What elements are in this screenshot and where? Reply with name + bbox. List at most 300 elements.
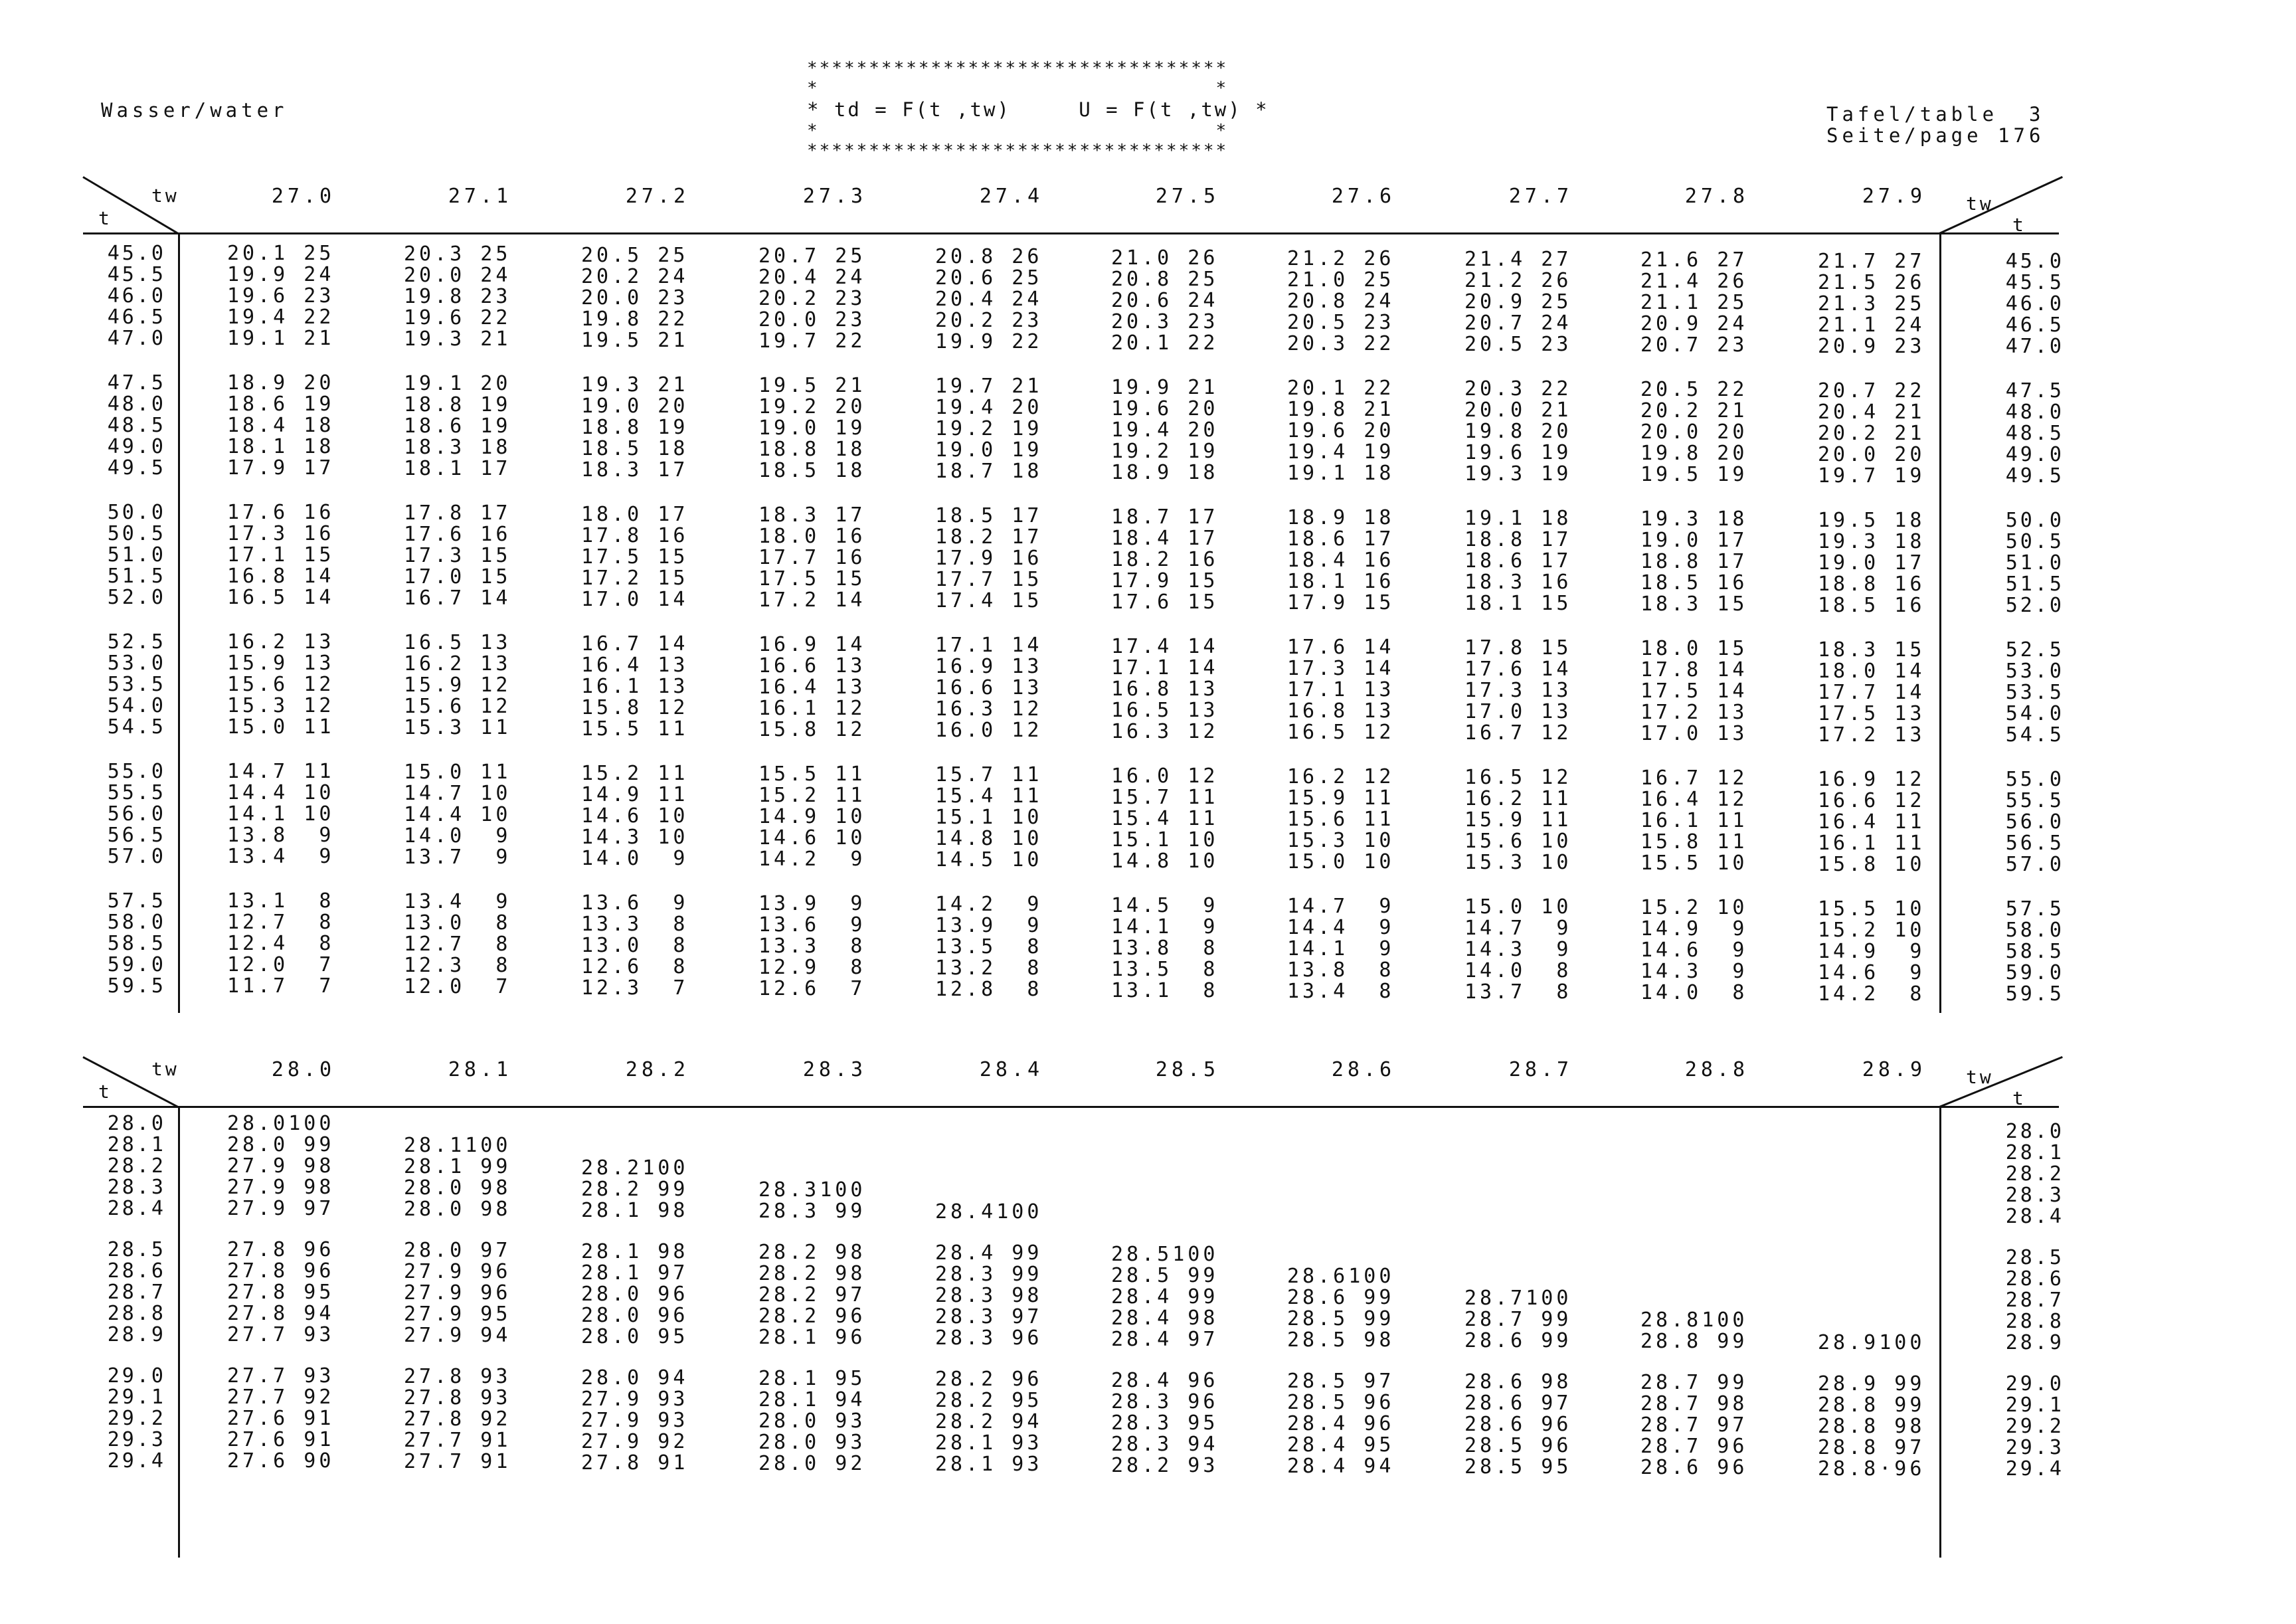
table-cell: 27.6 91 bbox=[227, 1407, 335, 1430]
row-label-t-right: 48.0 bbox=[2005, 401, 2064, 424]
table-cell: 14.6 9 bbox=[1640, 939, 1748, 962]
table-cell: 16.1 12 bbox=[758, 697, 866, 720]
table-cell: 16.6 13 bbox=[758, 654, 866, 677]
table-cell: 28.2 96 bbox=[758, 1305, 866, 1328]
formula-text: * td = F(t ,tw) U = F(t ,tw) * bbox=[807, 98, 1269, 121]
table-cell: 19.6 20 bbox=[1111, 397, 1219, 420]
table-cell: 18.6 19 bbox=[227, 393, 335, 416]
row-label-t: 28.2 bbox=[107, 1154, 166, 1178]
table-cell: 28.0 96 bbox=[581, 1304, 689, 1327]
table-cell: 28.5 97 bbox=[1287, 1370, 1395, 1393]
table-cell: 18.3 16 bbox=[1464, 571, 1572, 594]
table-cell: 20.2 23 bbox=[935, 309, 1043, 332]
table-cell: 28.0 98 bbox=[404, 1176, 511, 1200]
row-label-t-right: 29.0 bbox=[2005, 1372, 2064, 1396]
table-cell: 28.3 96 bbox=[1111, 1390, 1219, 1413]
row-label-t: 51.0 bbox=[107, 543, 166, 567]
table-cell: 17.7 15 bbox=[935, 568, 1043, 591]
table-cell: 17.9 16 bbox=[935, 547, 1043, 570]
table-cell: 28.5 96 bbox=[1464, 1434, 1572, 1457]
table-cell: 19.6 23 bbox=[227, 284, 335, 308]
table-cell: 14.4 10 bbox=[404, 803, 511, 826]
table-cell: 20.0 23 bbox=[581, 286, 689, 310]
table-cell: 17.2 14 bbox=[758, 588, 866, 612]
table-cell: 18.6 17 bbox=[1464, 549, 1572, 573]
table-cell: 14.2 9 bbox=[935, 893, 1043, 916]
table-cell: 12.0 7 bbox=[227, 953, 335, 976]
table-cell: 20.5 25 bbox=[581, 244, 689, 267]
table-cell: 28.5 96 bbox=[1287, 1391, 1395, 1414]
table-cell: 20.1 25 bbox=[227, 242, 335, 265]
table-cell: 27.7 91 bbox=[404, 1429, 511, 1452]
table-cell: 28.3 96 bbox=[935, 1326, 1043, 1350]
table-cell: 16.7 12 bbox=[1464, 721, 1572, 745]
table-cell: 27.9 95 bbox=[404, 1303, 511, 1326]
table-cell: 28.4 99 bbox=[1111, 1285, 1219, 1308]
table-cell: 28.2 94 bbox=[935, 1410, 1043, 1433]
table-cell: 18.2 17 bbox=[935, 525, 1043, 549]
table-cell: 19.3 18 bbox=[1818, 530, 1925, 553]
table-cell: 18.6 17 bbox=[1287, 527, 1395, 551]
corner-label-t-right: t bbox=[2012, 214, 2026, 236]
table-cell: 13.5 8 bbox=[1111, 958, 1219, 981]
table-cell: 19.0 20 bbox=[581, 395, 689, 418]
table-cell: 27.8 96 bbox=[227, 1238, 335, 1261]
table-cell: 19.8 22 bbox=[581, 308, 689, 331]
row-label-t: 50.5 bbox=[107, 522, 166, 545]
table-cell: 13.0 8 bbox=[404, 911, 511, 935]
table-cell: 16.6 13 bbox=[935, 676, 1043, 699]
table-cell: 16.2 13 bbox=[404, 652, 511, 676]
row-label-t: 54.0 bbox=[107, 694, 166, 717]
row-label-t: 29.3 bbox=[107, 1428, 166, 1451]
table-cell: 14.6 10 bbox=[758, 826, 866, 850]
column-header-tw: 28.7 bbox=[1508, 1058, 1573, 1081]
table-cell: 28.2 98 bbox=[758, 1262, 866, 1285]
row-label-t-right: 56.5 bbox=[2005, 832, 2064, 855]
table-cell: 13.0 8 bbox=[581, 934, 689, 957]
table-cell: 27.8 93 bbox=[404, 1365, 511, 1388]
table-cell: 13.1 8 bbox=[1111, 979, 1219, 1002]
row-label-t: 55.0 bbox=[107, 760, 166, 783]
table-cell: 13.4 9 bbox=[404, 890, 511, 913]
corner-label-t: t bbox=[98, 1081, 112, 1103]
table-cell: 27.8 91 bbox=[581, 1451, 689, 1475]
table-cell: 16.1 11 bbox=[1640, 809, 1748, 832]
table-cell: 28.0 95 bbox=[581, 1325, 689, 1348]
table-cell: 13.6 9 bbox=[758, 913, 866, 937]
column-header-tw: 28.0 bbox=[271, 1058, 336, 1081]
table-cell: 28.6 96 bbox=[1640, 1456, 1748, 1479]
table-cell: 19.5 19 bbox=[1640, 463, 1748, 486]
table-cell: 20.0 21 bbox=[1464, 399, 1572, 422]
left-column-rule bbox=[178, 232, 180, 1013]
table-cell: 20.8 24 bbox=[1287, 290, 1395, 313]
table-cell: 20.4 21 bbox=[1818, 401, 1925, 424]
table-cell: 20.7 24 bbox=[1464, 312, 1572, 335]
table-cell: 20.4 24 bbox=[935, 288, 1043, 311]
column-header-tw: 28.1 bbox=[448, 1058, 513, 1081]
table-cell: 14.9 9 bbox=[1640, 917, 1748, 941]
corner-label-tw-right: tw bbox=[1966, 1066, 1994, 1088]
row-label-t-right: 55.0 bbox=[2005, 768, 2064, 791]
table-cell: 28.0 97 bbox=[404, 1239, 511, 1262]
header-rule bbox=[83, 232, 2059, 234]
table-cell: 28.2 97 bbox=[758, 1283, 866, 1307]
table-cell: 16.3 12 bbox=[1111, 720, 1219, 743]
row-label-t: 53.0 bbox=[107, 652, 166, 675]
table-cell: 15.0 10 bbox=[1464, 895, 1572, 919]
table-cell: 16.0 12 bbox=[935, 719, 1043, 742]
table-cell: 28.1 93 bbox=[935, 1453, 1043, 1476]
table-cell: 12.7 8 bbox=[227, 911, 335, 934]
table-cell: 16.8 13 bbox=[1111, 677, 1219, 701]
column-header-tw: 27.8 bbox=[1684, 185, 1749, 208]
table-cell: 20.3 25 bbox=[404, 242, 511, 266]
table-cell: 19.1 20 bbox=[404, 372, 511, 395]
table-cell: 13.1 8 bbox=[227, 889, 335, 913]
table-cell: 18.5 18 bbox=[581, 437, 689, 460]
row-label-t: 53.5 bbox=[107, 673, 166, 696]
row-label-t: 47.5 bbox=[107, 371, 166, 395]
table-cell: 28.3100 bbox=[758, 1178, 866, 1202]
table-cell: 28.1100 bbox=[404, 1134, 511, 1157]
table-cell: 28.0 93 bbox=[758, 1409, 866, 1433]
table-cell: 17.3 13 bbox=[1464, 679, 1572, 702]
table-cell: 18.1 17 bbox=[404, 457, 511, 480]
table-cell: 28.6 97 bbox=[1464, 1392, 1572, 1415]
table-cell: 28.6 98 bbox=[1464, 1370, 1572, 1394]
table-cell: 28.5100 bbox=[1111, 1243, 1219, 1266]
table-cell: 27.8 95 bbox=[227, 1281, 335, 1304]
row-label-t: 55.5 bbox=[107, 781, 166, 804]
table-cell: 18.3 15 bbox=[1818, 638, 1925, 662]
table-cell: 16.4 13 bbox=[758, 676, 866, 699]
table-cell: 16.0 12 bbox=[1111, 765, 1219, 788]
table-cell: 28.1 98 bbox=[581, 1240, 689, 1263]
table-cell: 19.3 21 bbox=[581, 373, 689, 397]
table-cell: 19.8 23 bbox=[404, 285, 511, 308]
table-cell: 14.7 9 bbox=[1464, 917, 1572, 940]
table-cell: 19.0 19 bbox=[758, 416, 866, 440]
table-cell: 28.0 93 bbox=[758, 1431, 866, 1454]
table-cell: 19.2 19 bbox=[1111, 440, 1219, 463]
table-cell: 16.4 13 bbox=[581, 654, 689, 677]
table-cell: 21.3 25 bbox=[1818, 292, 1925, 316]
row-label-t-right: 48.5 bbox=[2005, 422, 2064, 445]
table-cell: 28.2 93 bbox=[1111, 1454, 1219, 1477]
column-header-tw: 28.8 bbox=[1684, 1058, 1749, 1081]
row-label-t: 49.5 bbox=[107, 456, 166, 480]
table-cell: 15.2 11 bbox=[758, 784, 866, 807]
table-cell: 18.3 17 bbox=[758, 503, 866, 527]
table-cell: 20.9 23 bbox=[1818, 335, 1925, 358]
table-cell: 20.8 25 bbox=[1111, 268, 1219, 291]
table-cell: 21.0 26 bbox=[1111, 246, 1219, 270]
table-cell: 28.2 96 bbox=[935, 1368, 1043, 1391]
column-header-tw: 27.9 bbox=[1862, 185, 1927, 208]
table-cell: 19.4 22 bbox=[227, 306, 335, 329]
corner-label-t-right: t bbox=[2012, 1087, 2026, 1109]
table-cell: 15.9 11 bbox=[1464, 808, 1572, 832]
table-cell: 20.1 22 bbox=[1287, 377, 1395, 400]
table-cell: 17.9 15 bbox=[1287, 591, 1395, 614]
table-cell: 17.0 15 bbox=[404, 565, 511, 588]
table-cell: 17.9 17 bbox=[227, 456, 335, 480]
table-cell: 19.2 20 bbox=[758, 395, 866, 418]
table-cell: 19.0 17 bbox=[1640, 529, 1748, 552]
table-cell: 18.6 19 bbox=[404, 414, 511, 438]
table-cell: 18.5 16 bbox=[1640, 571, 1748, 594]
table-cell: 15.2 10 bbox=[1640, 896, 1748, 919]
table-cell: 21.0 25 bbox=[1287, 268, 1395, 292]
table-cell: 28.6 99 bbox=[1464, 1329, 1572, 1352]
row-label-t: 28.9 bbox=[107, 1323, 166, 1346]
table-number: Tafel/table 3 bbox=[1826, 103, 2045, 126]
table-cell: 14.8 10 bbox=[1111, 850, 1219, 873]
table-cell: 28.2 99 bbox=[581, 1178, 689, 1201]
row-label-t-right: 55.5 bbox=[2005, 789, 2064, 812]
table-cell: 15.2 10 bbox=[1818, 919, 1925, 942]
table-cell: 28.8 99 bbox=[1640, 1330, 1748, 1353]
table-cell: 18.4 18 bbox=[227, 414, 335, 437]
row-label-t: 52.5 bbox=[107, 630, 166, 654]
table-cell: 21.4 26 bbox=[1640, 270, 1748, 293]
table-cell: 16.6 12 bbox=[1818, 789, 1925, 812]
table-cell: 28.3 99 bbox=[935, 1263, 1043, 1286]
table-cell: 17.3 16 bbox=[227, 522, 335, 545]
table-cell: 17.6 14 bbox=[1287, 636, 1395, 659]
column-header-tw: 28.2 bbox=[625, 1058, 690, 1081]
table-cell: 28.3 97 bbox=[935, 1305, 1043, 1328]
row-label-t-right: 49.0 bbox=[2005, 443, 2064, 466]
row-label-t-right: 57.5 bbox=[2005, 897, 2064, 921]
column-header-tw: 27.6 bbox=[1331, 185, 1396, 208]
table-cell: 13.2 8 bbox=[935, 956, 1043, 980]
table-cell: 12.9 8 bbox=[758, 956, 866, 979]
table-cell: 16.2 13 bbox=[227, 630, 335, 654]
row-label-t: 28.5 bbox=[107, 1238, 166, 1261]
table-cell: 19.5 21 bbox=[581, 329, 689, 352]
table-cell: 17.5 15 bbox=[758, 567, 866, 590]
table-cell: 19.6 22 bbox=[404, 306, 511, 329]
table-cell: 19.8 21 bbox=[1287, 398, 1395, 421]
table-cell: 19.3 21 bbox=[404, 327, 511, 351]
table-cell: 18.3 15 bbox=[1640, 592, 1748, 616]
table-cell: 15.8 11 bbox=[1640, 830, 1748, 854]
table-cell: 28.4 95 bbox=[1287, 1433, 1395, 1457]
table-cell: 19.4 19 bbox=[1287, 440, 1395, 464]
table-cell: 15.6 11 bbox=[1287, 808, 1395, 831]
corner-label-t: t bbox=[98, 207, 112, 229]
row-label-t: 29.1 bbox=[107, 1386, 166, 1409]
table-cell: 19.4 20 bbox=[1111, 418, 1219, 442]
table-cell: 18.5 17 bbox=[935, 504, 1043, 527]
table-cell: 27.9 96 bbox=[404, 1260, 511, 1283]
table-cell: 28.8100 bbox=[1640, 1308, 1748, 1332]
row-label-t-right: 50.5 bbox=[2005, 530, 2064, 553]
table-cell: 13.8 9 bbox=[227, 824, 335, 847]
table-cell: 18.8 17 bbox=[1640, 550, 1748, 573]
table-cell: 13.8 8 bbox=[1287, 958, 1395, 982]
table-cell: 27.9 98 bbox=[227, 1176, 335, 1199]
table-cell: 17.6 14 bbox=[1464, 658, 1572, 681]
table-cell: 28.3 98 bbox=[935, 1284, 1043, 1307]
table-cell: 20.0 23 bbox=[758, 308, 866, 331]
table-cell: 20.3 23 bbox=[1111, 310, 1219, 333]
table-cell: 18.5 16 bbox=[1818, 594, 1925, 617]
table-cell: 13.7 9 bbox=[404, 846, 511, 869]
row-label-t-right: 29.3 bbox=[2005, 1436, 2064, 1459]
table-cell: 18.7 17 bbox=[1111, 505, 1219, 529]
row-label-t: 50.0 bbox=[107, 501, 166, 524]
table-cell: 27.7 92 bbox=[227, 1386, 335, 1409]
table-cell: 16.9 12 bbox=[1818, 768, 1925, 791]
row-label-t-right: 28.0 bbox=[2005, 1120, 2064, 1143]
table-cell: 28.7 98 bbox=[1640, 1392, 1748, 1415]
table-cell: 17.2 13 bbox=[1640, 701, 1748, 724]
table-cell: 21.2 26 bbox=[1464, 269, 1572, 292]
table-cell: 19.1 18 bbox=[1464, 507, 1572, 530]
row-label-t-right: 53.0 bbox=[2005, 660, 2064, 683]
table-cell: 20.8 26 bbox=[935, 245, 1043, 268]
table-cell: 14.9 10 bbox=[758, 805, 866, 828]
row-label-t: 28.4 bbox=[107, 1197, 166, 1220]
table-cell: 17.8 14 bbox=[1640, 658, 1748, 681]
column-header-tw: 27.4 bbox=[979, 185, 1044, 208]
column-header-tw: 27.0 bbox=[271, 185, 336, 208]
table-cell: 28.4 97 bbox=[1111, 1328, 1219, 1351]
table-cell: 27.8 92 bbox=[404, 1407, 511, 1431]
row-label-t: 47.0 bbox=[107, 327, 166, 350]
row-label-t-right: 28.3 bbox=[2005, 1184, 2064, 1207]
table-cell: 28.6 96 bbox=[1464, 1413, 1572, 1436]
row-label-t: 48.5 bbox=[107, 414, 166, 437]
row-label-t: 56.5 bbox=[107, 824, 166, 847]
table-cell: 12.4 8 bbox=[227, 932, 335, 955]
table-cell: 20.2 21 bbox=[1640, 399, 1748, 422]
column-header-tw: 27.7 bbox=[1508, 185, 1573, 208]
row-label-t: 28.0 bbox=[107, 1112, 166, 1135]
table-cell: 17.9 15 bbox=[1111, 569, 1219, 592]
table-cell: 17.6 16 bbox=[227, 501, 335, 524]
table-cell: 17.6 16 bbox=[404, 523, 511, 546]
table-cell: 14.9 9 bbox=[1818, 940, 1925, 963]
table-cell: 18.1 15 bbox=[1464, 592, 1572, 615]
table-cell: 17.7 14 bbox=[1818, 681, 1925, 704]
table-cell: 15.3 11 bbox=[404, 716, 511, 739]
table-cell: 19.4 20 bbox=[935, 396, 1043, 419]
table-cell: 14.2 8 bbox=[1818, 982, 1925, 1006]
table-cell: 19.6 20 bbox=[1287, 419, 1395, 442]
table-cell: 19.3 19 bbox=[1464, 462, 1572, 486]
table-cell: 14.0 9 bbox=[404, 824, 511, 848]
column-header-tw: 27.2 bbox=[625, 185, 690, 208]
table-cell: 15.6 12 bbox=[227, 673, 335, 696]
table-cell: 19.7 19 bbox=[1818, 464, 1925, 488]
table-cell: 18.7 18 bbox=[935, 460, 1043, 483]
column-header-tw: 28.6 bbox=[1331, 1058, 1396, 1081]
row-label-t-right: 54.5 bbox=[2005, 723, 2064, 747]
table-cell: 18.3 18 bbox=[404, 436, 511, 459]
table-cell: 28.8 99 bbox=[1818, 1394, 1925, 1417]
table-cell: 14.4 9 bbox=[1287, 916, 1395, 939]
row-label-t: 29.2 bbox=[107, 1407, 166, 1430]
table-cell: 19.5 18 bbox=[1818, 509, 1925, 532]
table-cell: 28.4 96 bbox=[1111, 1369, 1219, 1392]
table-cell: 19.8 20 bbox=[1640, 442, 1748, 465]
table-cell: 15.8 12 bbox=[581, 696, 689, 719]
table-cell: 16.2 12 bbox=[1287, 765, 1395, 788]
table-cell: 18.3 17 bbox=[581, 458, 689, 482]
row-label-t-right: 28.9 bbox=[2005, 1331, 2064, 1354]
table-cell: 16.2 11 bbox=[1464, 787, 1572, 810]
table-cell: 14.7 9 bbox=[1287, 895, 1395, 918]
table-cell: 14.6 9 bbox=[1818, 961, 1925, 984]
row-label-t: 45.5 bbox=[107, 263, 166, 286]
table-cell: 12.8 8 bbox=[935, 978, 1043, 1001]
table-cell: 14.0 8 bbox=[1464, 959, 1572, 982]
table-cell: 17.1 14 bbox=[1111, 656, 1219, 679]
page-number: Seite/page 176 bbox=[1826, 124, 2045, 147]
column-header-tw: 28.9 bbox=[1862, 1058, 1927, 1081]
table-cell: 20.6 24 bbox=[1111, 289, 1219, 312]
header-rule bbox=[83, 1106, 2059, 1108]
table-cell: 27.7 91 bbox=[404, 1450, 511, 1473]
table-cell: 16.3 12 bbox=[935, 697, 1043, 721]
table-cell: 15.7 11 bbox=[1111, 786, 1219, 809]
table-cell: 16.7 14 bbox=[581, 632, 689, 656]
table-cell: 18.0 14 bbox=[1818, 660, 1925, 683]
table-title-left: Wasser/water bbox=[101, 99, 288, 122]
table-cell: 21.2 26 bbox=[1287, 247, 1395, 270]
table-cell: 19.6 19 bbox=[1464, 441, 1572, 464]
corner-label-tw-right: tw bbox=[1966, 193, 1994, 215]
table-cell: 15.0 10 bbox=[1287, 850, 1395, 873]
table-cell: 20.7 22 bbox=[1818, 379, 1925, 403]
table-cell: 19.5 21 bbox=[758, 374, 866, 397]
table-cell: 12.3 8 bbox=[404, 954, 511, 977]
table-cell: 20.5 23 bbox=[1287, 311, 1395, 334]
table-cell: 15.3 12 bbox=[227, 694, 335, 717]
table-cell: 28.0 99 bbox=[227, 1133, 335, 1156]
table-cell: 18.8 17 bbox=[1464, 528, 1572, 551]
row-label-t-right: 51.0 bbox=[2005, 551, 2064, 575]
row-label-t: 48.0 bbox=[107, 393, 166, 416]
formula-box-top-stars: ********************************** bbox=[807, 58, 1229, 78]
table-cell: 18.4 17 bbox=[1111, 527, 1219, 550]
table-cell: 15.1 10 bbox=[935, 806, 1043, 829]
corner-label-tw: tw bbox=[151, 185, 179, 207]
table-cell: 14.1 9 bbox=[1111, 915, 1219, 939]
row-label-t-right: 28.6 bbox=[2005, 1267, 2064, 1291]
table-cell: 16.5 14 bbox=[227, 586, 335, 609]
table-cell: 15.8 12 bbox=[758, 718, 866, 741]
table-cell: 15.0 11 bbox=[404, 761, 511, 784]
column-header-tw: 27.3 bbox=[802, 185, 867, 208]
row-label-t-right: 50.0 bbox=[2005, 509, 2064, 532]
table-cell: 20.4 24 bbox=[758, 266, 866, 289]
table-cell: 28.1 95 bbox=[758, 1367, 866, 1390]
table-cell: 28.0 92 bbox=[758, 1452, 866, 1475]
row-label-t-right: 29.1 bbox=[2005, 1394, 2064, 1417]
table-cell: 17.2 15 bbox=[581, 567, 689, 590]
table-cell: 16.1 13 bbox=[581, 675, 689, 698]
table-cell: 15.3 10 bbox=[1287, 829, 1395, 852]
table-cell: 27.8 93 bbox=[404, 1386, 511, 1409]
table-cell: 17.5 15 bbox=[581, 545, 689, 569]
table-cell: 18.2 16 bbox=[1111, 548, 1219, 571]
